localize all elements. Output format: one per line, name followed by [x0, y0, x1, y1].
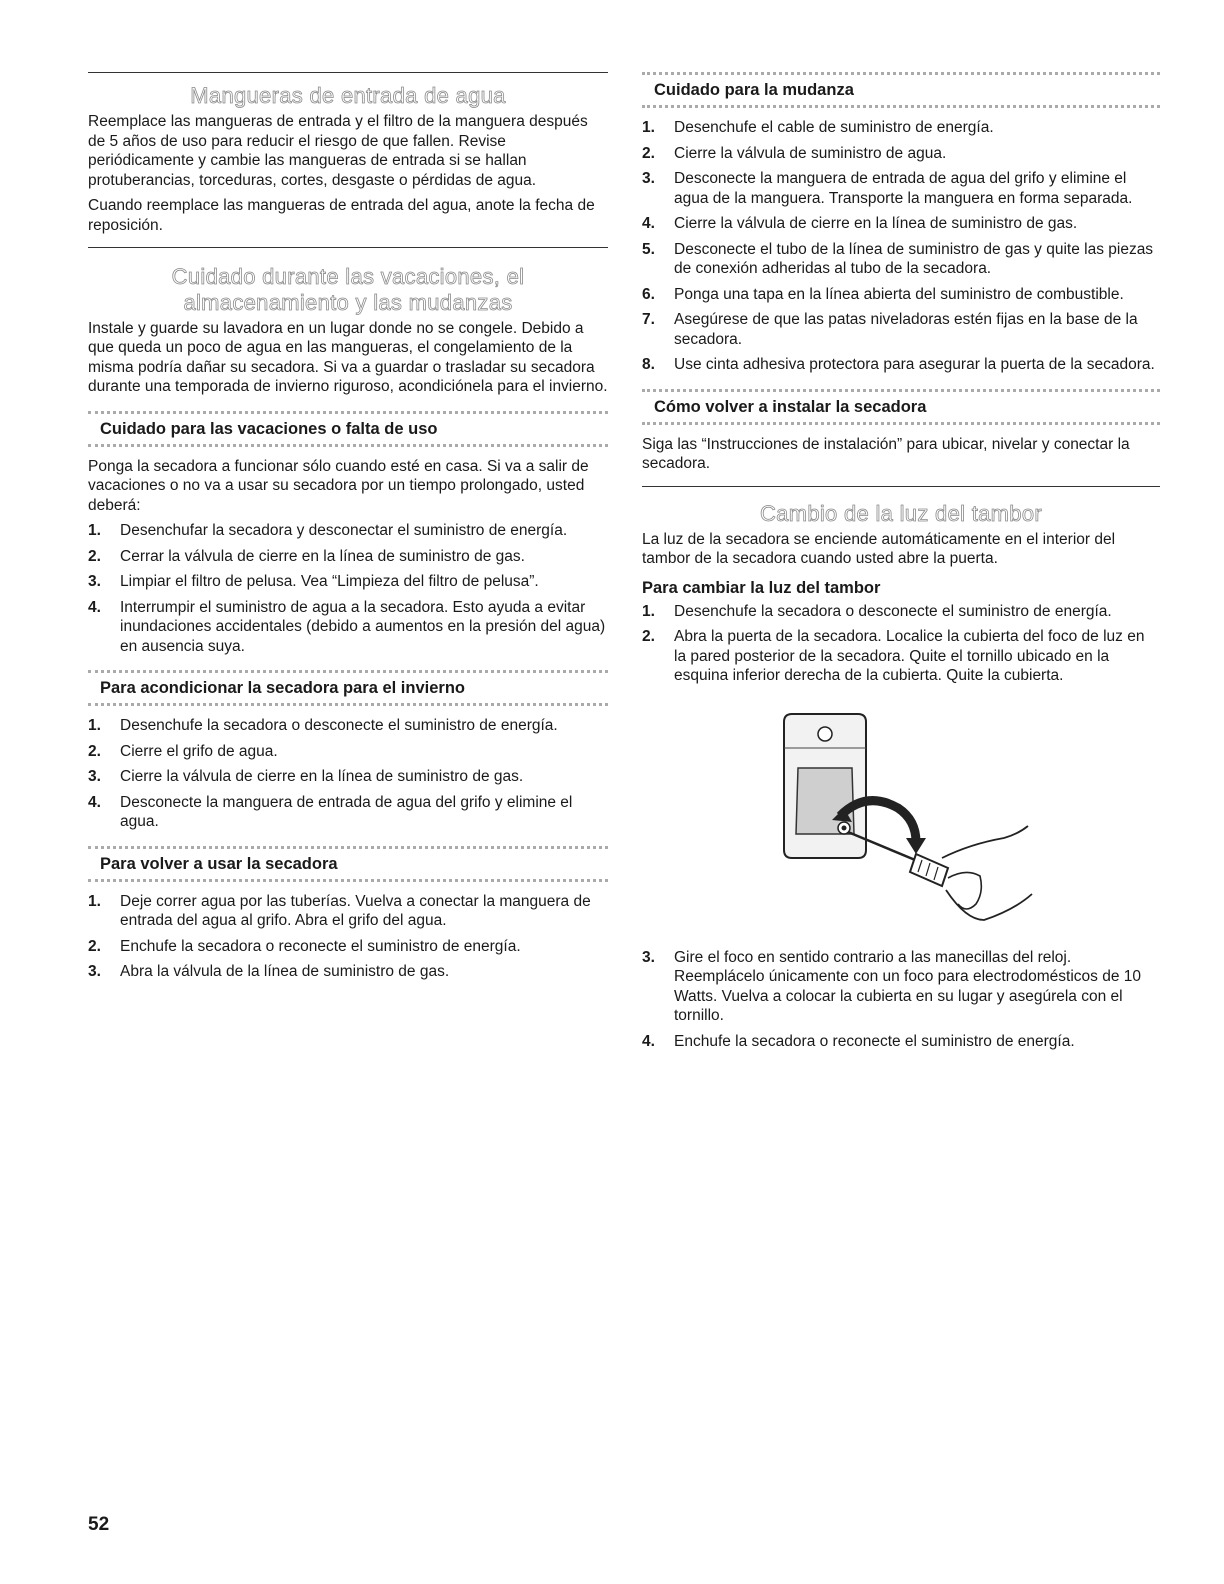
vacation-intro: Ponga la secadora a funcionar sólo cuando esté en casa. Si va a salir de vacaciones o no va a usar su secadora por un tiempo prolongado, usted deberá: — [88, 457, 589, 514]
section-title-care-line2: almacenamiento y las mudanzas — [183, 289, 513, 315]
vacation-list — [88, 521, 608, 656]
list-item: 2. Cierre el grifo de agua. — [88, 742, 278, 760]
list-item: 8. Use cinta adhesiva protectora para asegurar la puerta de la secadora. — [642, 356, 1155, 373]
drum-light-list-b — [642, 948, 1160, 1052]
list-item: 3. Cierre la válvula de cierre en la línea de suministro de gas. — [88, 768, 524, 786]
reuse-list — [88, 892, 608, 982]
list-item: 2. Cierre la válvula de suministro de agua. — [642, 144, 947, 162]
list-item: 3. Limpiar el filtro de pelusa. Vea “Limpieza del filtro de pelusa”. — [88, 573, 539, 591]
list-item: 1. Deje correr agua por las tuberías. Vuelva a conectar la manguera de entrada del agua al grifo. Abra el grifo del agua. — [88, 892, 591, 930]
list-item: 3. Gire el foco en sentido contrario a las manecillas del reloj. Reemplácelo únicamente con un foco para electrodomésticos de 10 Watts. Vuelva a colocar la cubierta en su lugar y asegúrela con el tornillo. — [642, 948, 1141, 1025]
reinstall-paragraph: Siga las “Instrucciones de instalación” para ubicar, nivelar y conectar la secadora. — [642, 435, 1130, 472]
section-rule — [88, 72, 608, 73]
section-title-drum-light: Cambio de la luz del tambor — [759, 500, 1042, 526]
list-item: 4. Interrumpir el suministro de agua a la secadora. Esto ayuda a evitar inundaciones accidentales (debido a aumentos en la presión del agua) en ausencia suya. — [88, 598, 606, 655]
top-screw-hole — [818, 727, 832, 741]
winter-list — [88, 716, 608, 832]
list-item: 5. Desconecte el tubo de la línea de suministro de gas y quite las piezas de conexión adheridas al tubo de la secadora. — [642, 240, 1154, 277]
hoses-paragraph-1: Reemplace las mangueras de entrada y el filtro de la manguera después de 5 años de uso para reducir el riesgo de que fallen. Revise periódicamente y cambie las mangueras de entrada si se hallan protuberancias, torceduras, cortes, desgaste o pérdidas de agua. — [88, 113, 588, 189]
left-column — [88, 72, 608, 988]
list-item: 4. Desconecte la manguera de entrada de agua del grifo y elimine el agua. — [88, 793, 573, 831]
hoses-paragraph-2: Cuando reemplace las mangueras de entrada del agua, anote la fecha de reposición. — [88, 197, 595, 234]
list-item: 2. Abra la puerta de la secadora. Localice la cubierta del foco de luz en la pared posterior de la secadora. Quite el tornillo ubicado en la esquina inferior derecha de la cubierta. Quite la cubierta. — [642, 628, 1145, 685]
care-paragraph: Instale y guarde su lavadora en un lugar donde no se congele. Debido a que queda un poco de agua en las mangueras, el congelamiento de la misma podría dañar su secadora. Si va a guardar o trasladar su secadora durante una temporada de invierno riguroso, acondiciónela para el invierno. — [88, 319, 608, 396]
list-item: 1. Desenchufe la secadora o desconecte el suministro de energía. — [88, 717, 558, 735]
reuse-heading: Para volver a usar la secadora — [88, 846, 608, 882]
vacation-heading: Cuidado para las vacaciones o falta de uso — [88, 411, 608, 447]
list-item: 4. Cierre la válvula de cierre en la línea de suministro de gas. — [642, 215, 1078, 232]
list-item: 3. Abra la válvula de la línea de suministro de gas. — [88, 963, 450, 981]
right-column — [642, 72, 1160, 1057]
list-item: 1. Desenchufar la secadora y desconectar el suministro de energía. — [88, 522, 568, 540]
list-item: 2. Enchufe la secadora o reconecte el suministro de energía. — [88, 937, 521, 955]
drum-light-subheading: Para cambiar la luz del tambor — [642, 578, 881, 597]
section-title-hoses: Mangueras de entrada de agua — [190, 83, 506, 108]
section-title-care — [88, 264, 608, 315]
list-item: 1. Desenchufe el cable de suministro de energía. — [642, 119, 994, 136]
hand-outline — [942, 826, 1032, 920]
drum-light-paragraph: La luz de la secadora se enciende automáticamente en el interior del tambor de la secadora cuando usted abre la puerta. — [642, 530, 1116, 568]
list-item: 3. Desconecte la manguera de entrada de agua del grifo y elimine el agua de la manguera. Transporte la manguera en forma separada. — [642, 170, 1133, 207]
drum-light-list-a — [642, 602, 1160, 686]
list-item: 7. Asegúrese de que las patas niveladoras estén fijas en la base de la secadora. — [642, 311, 1138, 348]
reinstall-heading: Cómo volver a instalar la secadora — [642, 389, 1160, 425]
screwdriver-handle — [910, 854, 948, 886]
list-item: 2. Cerrar la válvula de cierre en la línea de suministro de gas. — [88, 547, 525, 565]
list-item: 1. Desenchufe la secadora o desconecte el suministro de energía. — [642, 602, 1112, 620]
moving-list — [642, 118, 1160, 375]
section-rule — [88, 247, 608, 248]
moving-heading: Cuidado para la mudanza — [642, 72, 1160, 108]
list-item: 6. Ponga una tapa en la línea abierta del suministro de combustible. — [642, 285, 1124, 303]
section-rule — [642, 486, 1160, 487]
drum-light-cover-illustration — [770, 708, 1040, 928]
winter-heading: Para acondicionar la secadora para el invierno — [88, 670, 608, 706]
page-number: 52 — [88, 1514, 110, 1535]
list-item: 4. Enchufe la secadora o reconecte el suministro de energía. — [642, 1032, 1075, 1050]
section-title-care-line1: Cuidado durante las vacaciones, el — [171, 264, 525, 290]
